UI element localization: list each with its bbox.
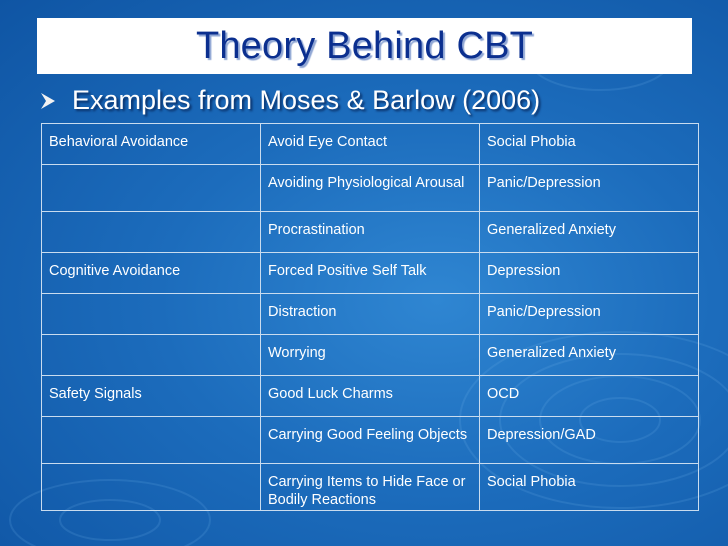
table-cell-behavior: Carrying Good Feeling Objects [261,417,480,464]
table-cell-disorder: Depression/GAD [480,417,699,464]
table-cell-behavior: Good Luck Charms [261,376,480,417]
table-cell-category [42,335,261,376]
table-cell-disorder: Social Phobia [480,124,699,165]
table-cell-disorder: Generalized Anxiety [480,335,699,376]
table-cell-behavior: Avoiding Physiological Arousal [261,165,480,212]
table-row [42,212,699,253]
table-cell-category [42,417,261,464]
table-cell-category [42,294,261,335]
table-cell-disorder: Social Phobia [480,464,699,511]
table-cell-behavior: Procrastination [261,212,480,253]
bullet-text: Examples from Moses & Barlow (2006) [72,84,541,115]
table-cell-category [42,464,261,511]
table-row [42,417,699,464]
arrow-bullet-icon [40,92,56,110]
title-bar [37,18,692,74]
table-row [42,165,699,212]
table-row [42,124,699,165]
bullet-item [40,82,540,118]
table-row [42,294,699,335]
table-cell-behavior: Avoid Eye Contact [261,124,480,165]
table-cell-category: Behavioral Avoidance [42,124,261,165]
table-cell-behavior: Carrying Items to Hide Face or Bodily Reactions [261,464,480,511]
table-row [42,335,699,376]
table-cell-disorder: Panic/Depression [480,294,699,335]
avoidance-table [41,123,699,511]
table-cell-category [42,165,261,212]
table-cell-behavior: Forced Positive Self Talk [261,253,480,294]
table-cell-disorder: Depression [480,253,699,294]
slide-title: Theory Behind CBT [195,24,534,67]
table-row [42,464,699,511]
table-cell-disorder: Panic/Depression [480,165,699,212]
table-cell-category: Safety Signals [42,376,261,417]
table-row [42,253,699,294]
table-cell-behavior: Worrying [261,335,480,376]
table-cell-behavior: Distraction [261,294,480,335]
table-cell-disorder: OCD [480,376,699,417]
table-cell-category: Cognitive Avoidance [42,253,261,294]
table-cell-category [42,212,261,253]
table-row [42,376,699,417]
table-cell-disorder: Generalized Anxiety [480,212,699,253]
